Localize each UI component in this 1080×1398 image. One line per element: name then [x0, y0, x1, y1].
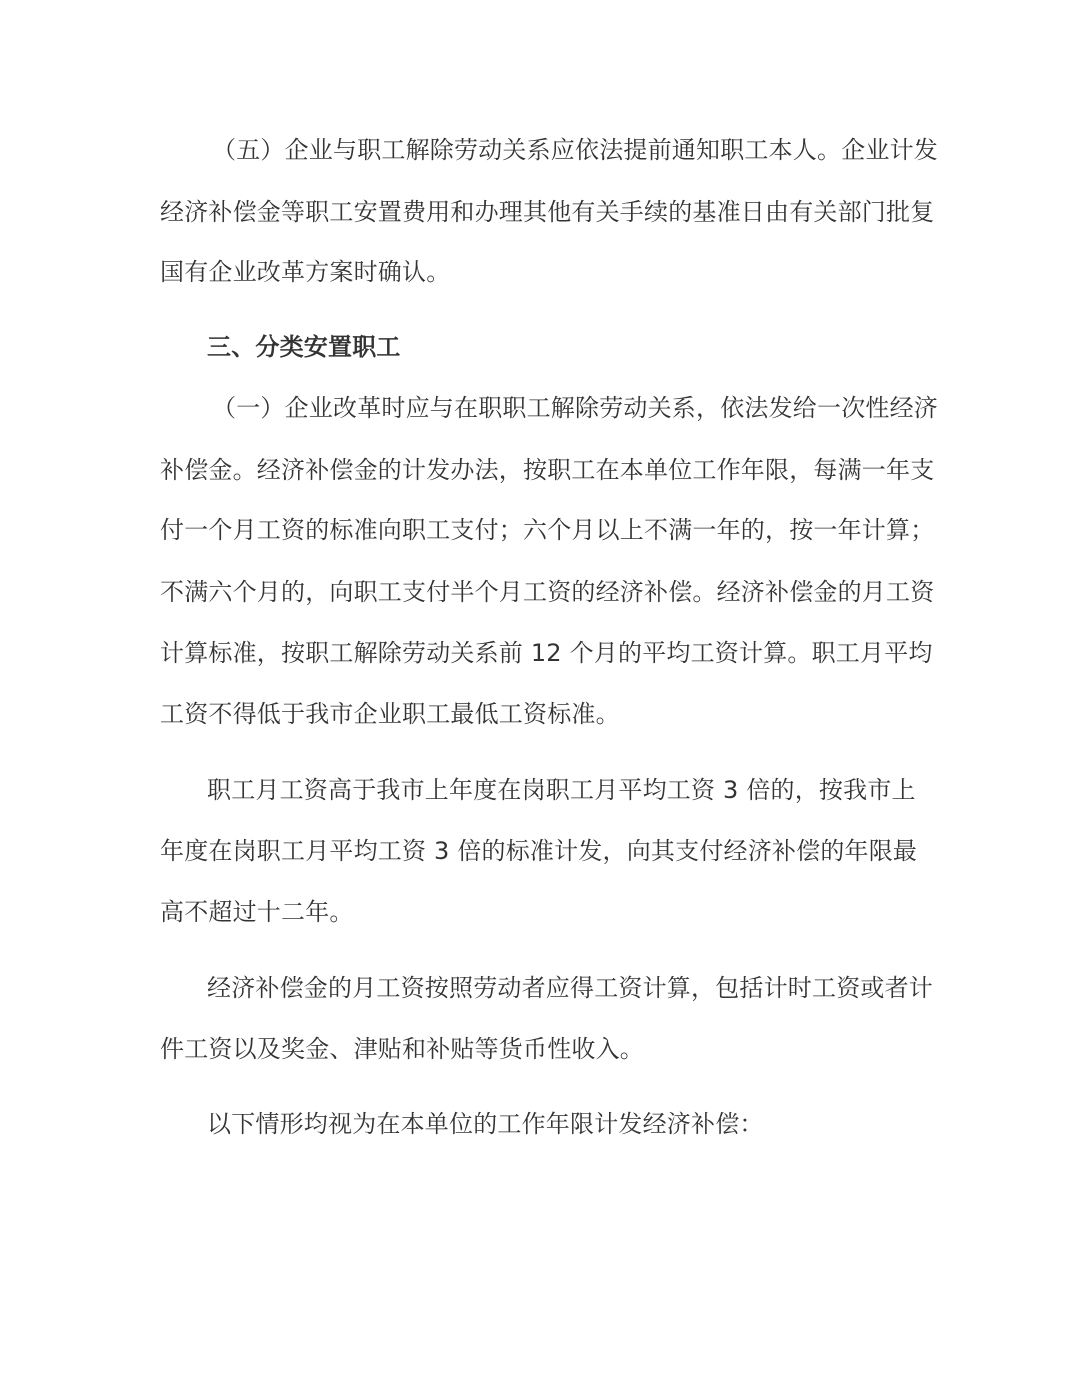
section-heading-text: 三、分类安置职工 — [207, 333, 401, 361]
text-line: 年度在岗职工月平均工资 3 倍的标准计发，向其支付经济补偿的年限最 — [160, 837, 918, 865]
text-line: 补偿金。经济补偿金的计发办法，按职工在本单位工作年限，每满一年支 — [160, 456, 935, 484]
text-line: 件工资以及奖金、津贴和补贴等货币性收入。 — [160, 1035, 644, 1063]
text-line: 高不超过十二年。 — [160, 898, 354, 926]
text-line: 工资不得低于我市企业职工最低工资标准。 — [160, 700, 620, 728]
text-line: 不满六个月的，向职工支付半个月工资的经济补偿。经济补偿金的月工资 — [160, 578, 935, 606]
text-line: 职工月工资高于我市上年度在岗职工月平均工资 3 倍的，按我市上 — [207, 776, 916, 804]
text-line: 经济补偿金等职工安置费用和办理其他有关手续的基准日由有关部门批复 — [160, 198, 935, 226]
text-line: 付一个月工资的标准向职工支付；六个月以上不满一年的，按一年计算； — [160, 516, 935, 544]
text-line: （五）企业与职工解除劳动关系应依法提前通知职工本人。企业计发 — [212, 136, 938, 164]
text-line: 国有企业改革方案时确认。 — [160, 258, 451, 286]
text-line: （一）企业改革时应与在职职工解除劳动关系，依法发给一次性经济 — [212, 394, 938, 422]
text-line: 计算标准，按职工解除劳动关系前 12 个月的平均工资计算。职工月平均 — [160, 639, 933, 667]
text-line: 经济补偿金的月工资按照劳动者应得工资计算，包括计时工资或者计 — [207, 974, 933, 1002]
text-line: 以下情形均视为在本单位的工作年限计发经济补偿： — [207, 1110, 764, 1138]
